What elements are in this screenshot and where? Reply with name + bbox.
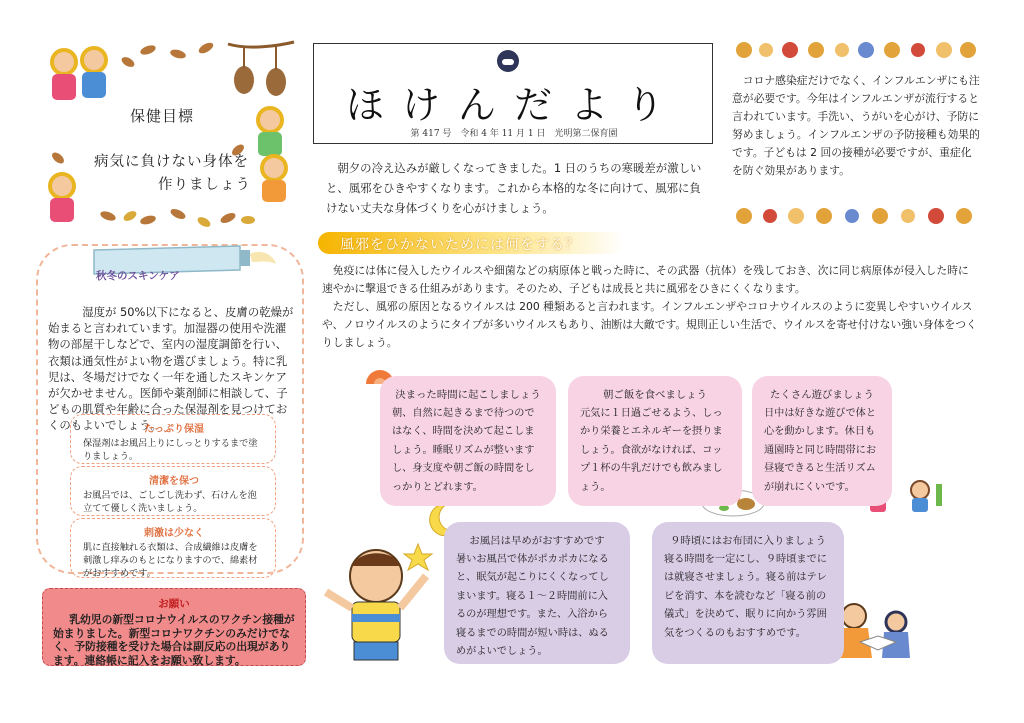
- card-body: 元気に１日過ごせるよう、しっかり栄養とエネルギーを摂りましょう。食欲がなければ、コップ１杯の牛乳だけでも飲みましょう。: [580, 408, 723, 493]
- card-body: 寝る時間を一定にし、９時頃までには就寝させましょう。寝る前はテレビを消す、本を読むなど「寝る前の儀式」を決めて、眠りに向かう雰囲気をつくるのもおすすめです。: [664, 554, 827, 639]
- goal-heading: 保健目標: [130, 107, 195, 125]
- skincare-body: 湿度が 50%以下になると、皮膚の乾燥が始まると言われています。加湿器の使用や洗濯物の部屋干しなどで、室内の湿度調節を行い、衣類は通気性がよい物を選びましょう。特に乳児は、冬場だけでなく一年を通したスキンケアが欠かせません。医師や薬剤師に相談して、子どもの肌質や年齢に合った保湿剤を見つけておくのもよいでしょう。: [48, 305, 294, 433]
- skincare-title: 秋冬のスキンケア: [96, 270, 180, 282]
- skincare-panel: [36, 244, 304, 579]
- tip-card-play: [752, 376, 892, 506]
- tip-card-bath: [444, 522, 630, 664]
- section-heading-text: 風邪をひかないためには何をする？: [340, 237, 580, 253]
- newsletter-title: ほけんだより: [345, 83, 682, 127]
- request-body: 乳幼児の新型コロナウイルスのワクチン接種が始まりました。新型コロナワクチンのみだけでなく、予防接種を受けた場合は副反応の出現があります。連絡帳に記入をお願い致します。: [53, 613, 295, 667]
- tip-body: お風呂では、ごしごし洗わず、石けんを泡立てて優しく洗いましょう。: [83, 490, 257, 514]
- autumn-kids-illustration: [38, 40, 296, 230]
- tip-card-bedtime: [652, 522, 844, 664]
- card-title: 決まった時間に起こしましょう: [395, 389, 541, 401]
- school-logo-icon: [497, 50, 519, 72]
- tip-title: 清潔を保つ: [149, 476, 199, 487]
- section-heading: [318, 232, 624, 254]
- card-title: 朝ご飯を食べましょう: [603, 389, 707, 401]
- request-title: お願い: [158, 598, 190, 610]
- tip-title: たっぷり保湿: [144, 424, 204, 435]
- section-paragraph-2: ただし、風邪の原因となるウイルスは 200 種類あると言われます。インフルエンザやコロナウイルスのように変異しやすいウイルスや、ノロウイルスのようにタイプが多いウイルスもあり、油断は大敵です。規則正しい生活で、ウイルスを寄せ付けない強い身体をつくりしましょう。: [322, 300, 977, 349]
- tip-body: 保湿剤はお風呂上りにしっとりするまで塗りましょう。: [83, 438, 258, 462]
- card-title: たくさん遊びましょう: [770, 389, 874, 401]
- goal-text-line2: 作りましょう: [158, 177, 251, 193]
- tip-less-irritation: [70, 518, 276, 578]
- section-body: [322, 262, 978, 352]
- germ-characters-icon: [732, 206, 978, 226]
- goal-text-line1: 病気に負けない身体を: [94, 154, 249, 170]
- health-goal-panel: [38, 40, 296, 230]
- issue-info: 第 417 号 令和 4 年 11 月 1 日 光明第二保育園: [410, 129, 618, 139]
- tip-card-breakfast: [568, 376, 742, 506]
- tip-card-wake-up: [380, 376, 556, 506]
- card-title: お風呂は早めがおすすめです: [469, 535, 605, 547]
- card-title: ９時頃にはお布団に入りましょう: [670, 535, 826, 547]
- section-paragraph-1: 免疫には体に侵入したウイルスや細菌などの病原体と戦った時に、その武器（抗体）を残しておき、次に同じ病原体が侵入した時に速やかに撃退できる仕組みがあります。そのため、子どもは成長と共に風邪をひきにくくなります。: [322, 264, 969, 295]
- request-box: [42, 588, 306, 666]
- card-body: 暑いお風呂で体がポカポカになると、眠気が起こりにくくなってしまいます。寝る１～２時間前に入るのが理想です。また、入浴から寝るまでの時間が短い時は、ぬるめがよいでしょう。: [456, 554, 609, 658]
- tip-title: 刺激は少なく: [144, 528, 204, 539]
- influenza-panel: [730, 38, 992, 228]
- card-body: 朝、自然に起きるまで待つのではなく、時間を決めて起こしましょう。睡眠リズムが整いますし、身支度や朝ご飯の時間をしっかりとどれます。: [392, 408, 535, 493]
- masthead: [313, 43, 713, 144]
- child-stretching-icon: [318, 536, 436, 666]
- intro-text: 朝夕の冷え込みが厳しくなってきました。1 日のうちの寒暖差が激しいと、風邪をひきやすくなります。これから本格的な冬に向けて、風邪に負けない丈夫な身体づくりを心がけましょう。: [326, 161, 702, 215]
- influenza-text: コロナ感染症だけでなく、インフルエンザにも注意が必要です。今年はインフルエンザが流行すると言われています。手洗い、うがいを心がけ、予防に努めましょう。インフルエンザの予防接種も効果的です。子どもは 2 回の接種が必要ですが、重症化を防ぐ効果があります。: [732, 74, 980, 177]
- tip-cleanliness: [70, 466, 276, 516]
- tip-body: 肌に直接触れる衣類は、合成繊維は皮膚を刺激し痒みのもとになりますので、綿素材がおすすめです。: [83, 542, 258, 579]
- tip-moisturize: [70, 414, 276, 464]
- germ-characters-icon: [732, 40, 978, 60]
- card-body: 日中は好きな遊びで体と心を動かします。休日も通園時と同じ時間帯にお昼寝できると生活リズムが崩れにくいです。: [764, 408, 877, 493]
